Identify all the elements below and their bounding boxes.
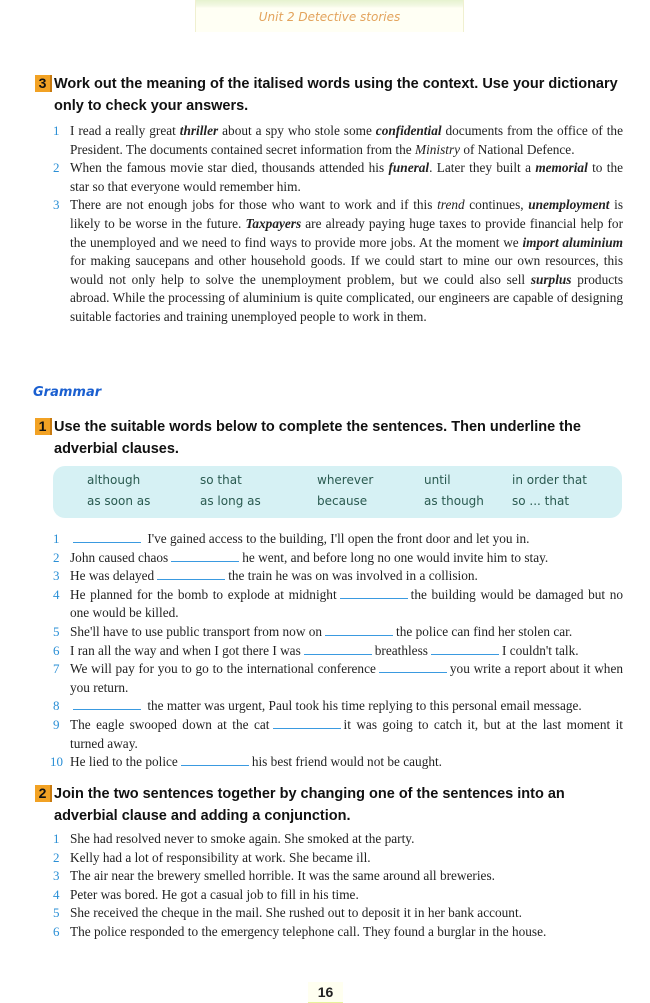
list-item bbox=[50, 753, 623, 772]
sentence-text: his best friend would not be caught. bbox=[251, 754, 443, 770]
sentence-text: She'll have to use public transport from now on bbox=[70, 623, 323, 639]
emphasized-word: Ministry bbox=[415, 141, 461, 157]
page-number: 16 bbox=[308, 982, 343, 1003]
sentence-text: is likely to be worse in the future. bbox=[70, 197, 623, 231]
item-number: 2 bbox=[53, 549, 60, 565]
item-number: 3 bbox=[53, 568, 60, 584]
section-title-grammar: Grammar bbox=[33, 385, 102, 400]
item-number: 2 bbox=[53, 849, 60, 865]
item-number: 5 bbox=[53, 623, 60, 639]
exercise-3-heading bbox=[35, 73, 630, 117]
list-item bbox=[53, 849, 623, 868]
sentence-text: We will pay for you to go to the international conference bbox=[70, 661, 376, 677]
word-box bbox=[53, 466, 622, 518]
word-option: until bbox=[424, 473, 451, 487]
item-number: 7 bbox=[53, 661, 60, 677]
exercise-number-badge: 3 bbox=[35, 75, 52, 92]
item-number: 3 bbox=[53, 868, 60, 884]
word-option: because bbox=[317, 494, 368, 508]
answer-blank[interactable] bbox=[325, 625, 393, 636]
emphasized-word: confidential bbox=[375, 123, 442, 138]
sentence-text: She had resolved never to smoke again. She smoked at the party. bbox=[70, 831, 415, 846]
sentence-text: he went, and before long no one would invite him to stay. bbox=[242, 549, 549, 565]
item-number: 8 bbox=[53, 698, 60, 714]
item-number: 4 bbox=[53, 586, 60, 602]
sentence-text: He was delayed bbox=[70, 568, 155, 584]
word-option: although bbox=[87, 473, 141, 487]
sentence-text: of National Defence. bbox=[460, 141, 575, 157]
emphasized-word: thriller bbox=[179, 123, 219, 138]
list-item bbox=[53, 660, 623, 697]
list-item bbox=[53, 549, 623, 568]
sentence-text: I read a really great bbox=[70, 123, 180, 138]
sentence-text: When the famous movie star died, thousands attended his bbox=[70, 160, 389, 176]
answer-blank[interactable] bbox=[340, 588, 408, 599]
list-item bbox=[53, 697, 623, 716]
sentence-text: it was going to catch it, but at the last moment it turned away. bbox=[70, 716, 624, 751]
sentence-text: I couldn't talk. bbox=[501, 642, 579, 658]
sentence-text: the matter was urgent, Paul took his time replying to this personal email message. bbox=[144, 698, 582, 714]
sentence-text: I ran all the way and when I got there I was bbox=[70, 642, 301, 658]
word-option: as long as bbox=[200, 494, 261, 508]
item-number: 4 bbox=[53, 886, 60, 902]
exercise-instruction: Work out the meaning of the italised words using the context. Use your dictionary only to check your answers. bbox=[54, 76, 618, 114]
exercise-3-list bbox=[53, 122, 623, 327]
list-item bbox=[53, 716, 623, 753]
list-item bbox=[53, 567, 623, 586]
sentence-text: I've gained access to the building, I'll open the front door and let you in. bbox=[144, 531, 530, 546]
item-number: 2 bbox=[53, 160, 60, 176]
sentence-text: for making saucepans and other household goods. If we could start to mine our own resources, this would not only help to solve the unemployment problem, but we could also sell bbox=[70, 253, 623, 287]
item-number: 1 bbox=[53, 831, 60, 846]
emphasized-word: unemployment bbox=[528, 197, 610, 213]
exercise-instruction: Use the suitable words below to complete the sentences. Then underline the adverbial clauses. bbox=[54, 419, 581, 457]
emphasized-word: memorial bbox=[535, 160, 588, 176]
item-number: 5 bbox=[53, 905, 60, 921]
answer-blank[interactable] bbox=[379, 662, 447, 673]
exercise-1-heading bbox=[35, 416, 630, 460]
sentence-text: Peter was bored. He got a casual job to fill in his time. bbox=[70, 886, 359, 902]
item-number: 1 bbox=[53, 531, 60, 546]
sentence-text: to the star so that everyone would remember him. bbox=[70, 160, 624, 194]
list-item bbox=[53, 886, 623, 905]
answer-blank[interactable] bbox=[181, 755, 249, 766]
list-item bbox=[53, 923, 623, 942]
answer-blank[interactable] bbox=[273, 718, 341, 729]
list-item bbox=[53, 830, 623, 849]
sentence-text: The police responded to the emergency telephone call. They found a burglar in the house. bbox=[70, 923, 547, 939]
item-number: 6 bbox=[53, 642, 60, 658]
unit-title: Unit 2 Detective stories bbox=[258, 10, 401, 24]
sentence-text: about a spy who stole some bbox=[218, 123, 376, 138]
sentence-text: Kelly had a lot of responsibility at work. She became ill. bbox=[70, 849, 371, 865]
item-number: 6 bbox=[53, 923, 60, 939]
sentence-text: products abroad. While the processing of aluminium is quite complicated, our engineers are capable of designing suitable factories and training unemployed people to work in them. bbox=[70, 271, 623, 324]
answer-blank[interactable] bbox=[73, 532, 141, 543]
list-item bbox=[53, 159, 623, 196]
word-option: as soon as bbox=[87, 494, 151, 508]
word-option: so ... that bbox=[512, 494, 570, 508]
sentence-text: He planned for the bomb to explode at midnight bbox=[70, 586, 337, 602]
exercise-2-heading bbox=[35, 783, 630, 827]
list-item bbox=[53, 867, 623, 886]
item-number: 9 bbox=[53, 716, 60, 732]
exercise-2-list bbox=[53, 830, 623, 942]
sentence-text: breathless bbox=[374, 642, 428, 658]
list-item bbox=[53, 642, 623, 661]
sentence-text: are already paying huge taxes to provide financial help for the unemployed and we need to find ways to provide more jobs. At the moment we bbox=[70, 215, 623, 250]
sentence-text: documents from the office of the President. The documents contained secret information from the bbox=[70, 123, 623, 157]
list-item bbox=[53, 530, 623, 549]
sentence-text: continues, bbox=[464, 197, 529, 213]
emphasized-word: funeral bbox=[388, 160, 430, 176]
answer-blank[interactable] bbox=[171, 551, 239, 562]
item-number: 3 bbox=[53, 197, 60, 213]
exercise-number-badge: 1 bbox=[35, 418, 52, 435]
emphasized-word: trend bbox=[437, 197, 465, 213]
list-item bbox=[53, 904, 623, 923]
sentence-text: John caused chaos bbox=[70, 549, 169, 565]
item-number: 1 bbox=[53, 123, 60, 138]
word-option: in order that bbox=[512, 473, 587, 487]
list-item bbox=[53, 196, 623, 326]
list-item bbox=[53, 122, 623, 159]
exercise-1-list bbox=[50, 530, 624, 772]
list-item bbox=[53, 586, 623, 623]
sentence-text: The eagle swooped down at the cat bbox=[70, 716, 270, 732]
sentence-text: the train he was on was involved in a collision. bbox=[228, 568, 478, 584]
sentence-text: There are not enough jobs for those who want to work and if this bbox=[70, 197, 438, 213]
answer-blank[interactable] bbox=[73, 699, 141, 710]
exercise-instruction: Join the two sentences together by changing one of the sentences into an adverbial clause and adding a conjunction. bbox=[54, 786, 565, 824]
sentence-text: He lied to the police bbox=[70, 754, 178, 770]
word-option: so that bbox=[200, 473, 242, 487]
sentence-text: The air near the brewery smelled horrible. It was the same around all breweries. bbox=[70, 868, 495, 884]
word-option: as though bbox=[424, 494, 484, 508]
exercise-number-badge: 2 bbox=[35, 785, 52, 802]
answer-blank[interactable] bbox=[431, 644, 499, 655]
sentence-text: She received the cheque in the mail. She rushed out to deposit it in her bank account. bbox=[70, 905, 522, 921]
list-item bbox=[53, 623, 623, 642]
word-option: wherever bbox=[317, 473, 374, 487]
sentence-text: the building would be damaged but no one would be killed. bbox=[70, 586, 623, 621]
emphasized-word: import aluminium bbox=[522, 234, 624, 250]
sentence-text: the police can find her stolen car. bbox=[396, 623, 573, 639]
sentence-text: . Later they built a bbox=[429, 160, 536, 176]
emphasized-word: surplus bbox=[530, 271, 572, 287]
item-number: 10 bbox=[50, 754, 63, 770]
answer-blank[interactable] bbox=[304, 644, 372, 655]
emphasized-word: Taxpayers bbox=[245, 215, 302, 231]
unit-header bbox=[195, 0, 464, 32]
sentence-text: you write a report about it when you return. bbox=[70, 661, 623, 695]
answer-blank[interactable] bbox=[157, 569, 225, 580]
